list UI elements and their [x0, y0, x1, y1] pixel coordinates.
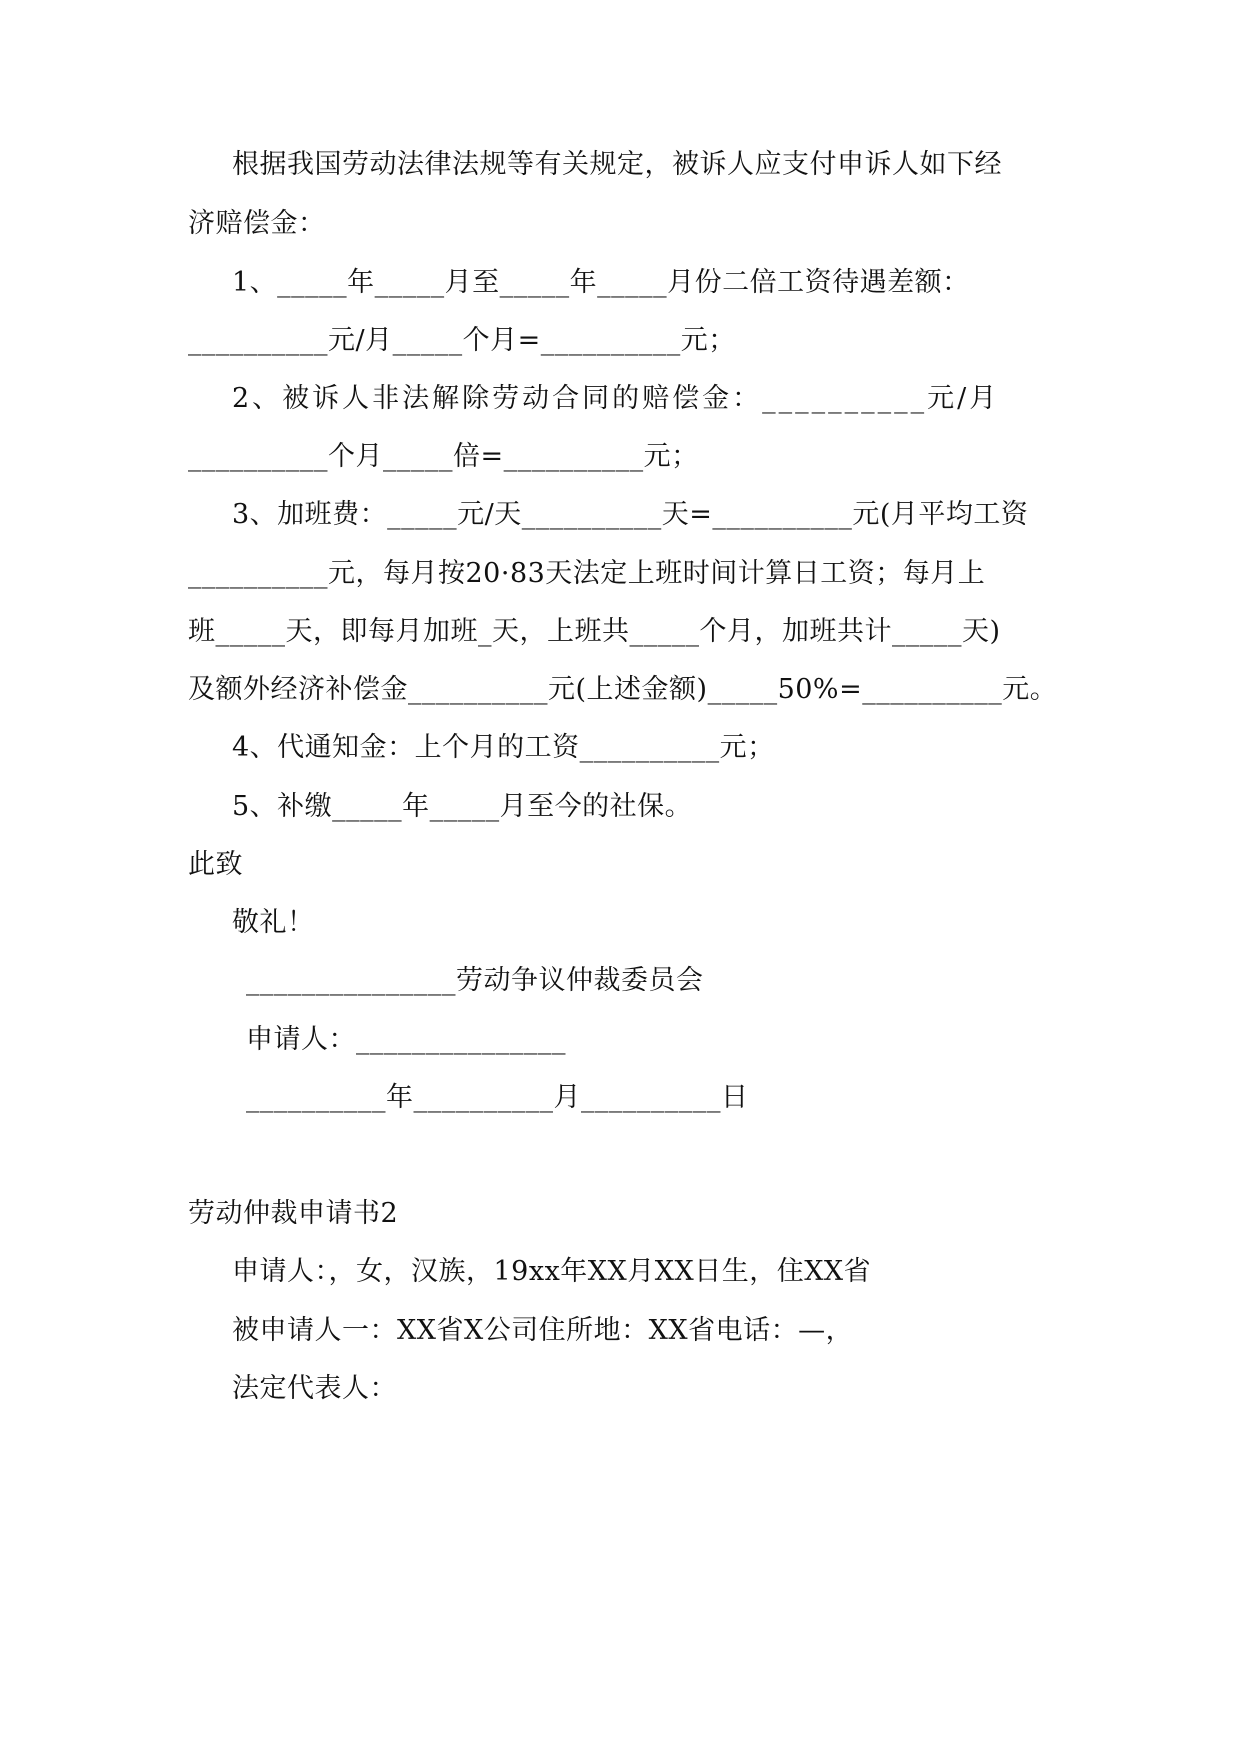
item-3-line-3: 班_____天，即每月加班_天，上班共_____个月，加班共计_____天)	[188, 616, 1001, 647]
section-title: 劳动仲裁申请书2	[188, 1198, 399, 1229]
item-1-line-1: 1、_____年_____月至_____年_____月份二倍工资待遇差额：	[232, 267, 970, 298]
item-2-line-2: __________个月_____倍=__________元；	[188, 441, 699, 472]
closing-cizhi: 此致	[188, 849, 243, 880]
item-2-line-1: 2、被诉人非法解除劳动合同的赔偿金：__________元/月	[232, 383, 1000, 414]
committee-line: _______________劳动争议仲裁委员会	[246, 965, 704, 996]
item-3-line-2: __________元，每月按20·83天法定上班时间计算日工资；每月上	[188, 558, 986, 589]
applicant-signature-line: 申请人：_______________	[246, 1024, 566, 1055]
date-line: __________年__________月__________日	[246, 1082, 749, 1113]
closing-jingli: 敬礼！	[232, 907, 315, 938]
legal-representative: 法定代表人：	[232, 1373, 397, 1404]
respondent-info: 被申请人一：XX省X公司住所地：XX省电话：—，	[232, 1315, 854, 1346]
item-3-line-4: 及额外经济补偿金__________元(上述金额)_____50%=__________元。	[188, 674, 1058, 705]
item-3-line-1: 3、加班费：_____元/天__________天=__________元(月平均工资	[232, 499, 1029, 530]
item-5-line: 5、补缴_____年_____月至今的社保。	[232, 791, 693, 822]
paragraph-intro-line-1: 根据我国劳动法律法规等有关规定，被诉人应支付申诉人如下经	[232, 149, 1002, 180]
item-4-line: 4、代通知金：上个月的工资__________元；	[232, 732, 775, 763]
paragraph-intro-line-2: 济赔偿金：	[188, 208, 326, 239]
item-1-line-2: __________元/月_____个月=__________元；	[188, 325, 736, 356]
applicant-info: 申请人：，女，汉族，19xx年XX月XX日生，住XX省	[232, 1256, 872, 1287]
